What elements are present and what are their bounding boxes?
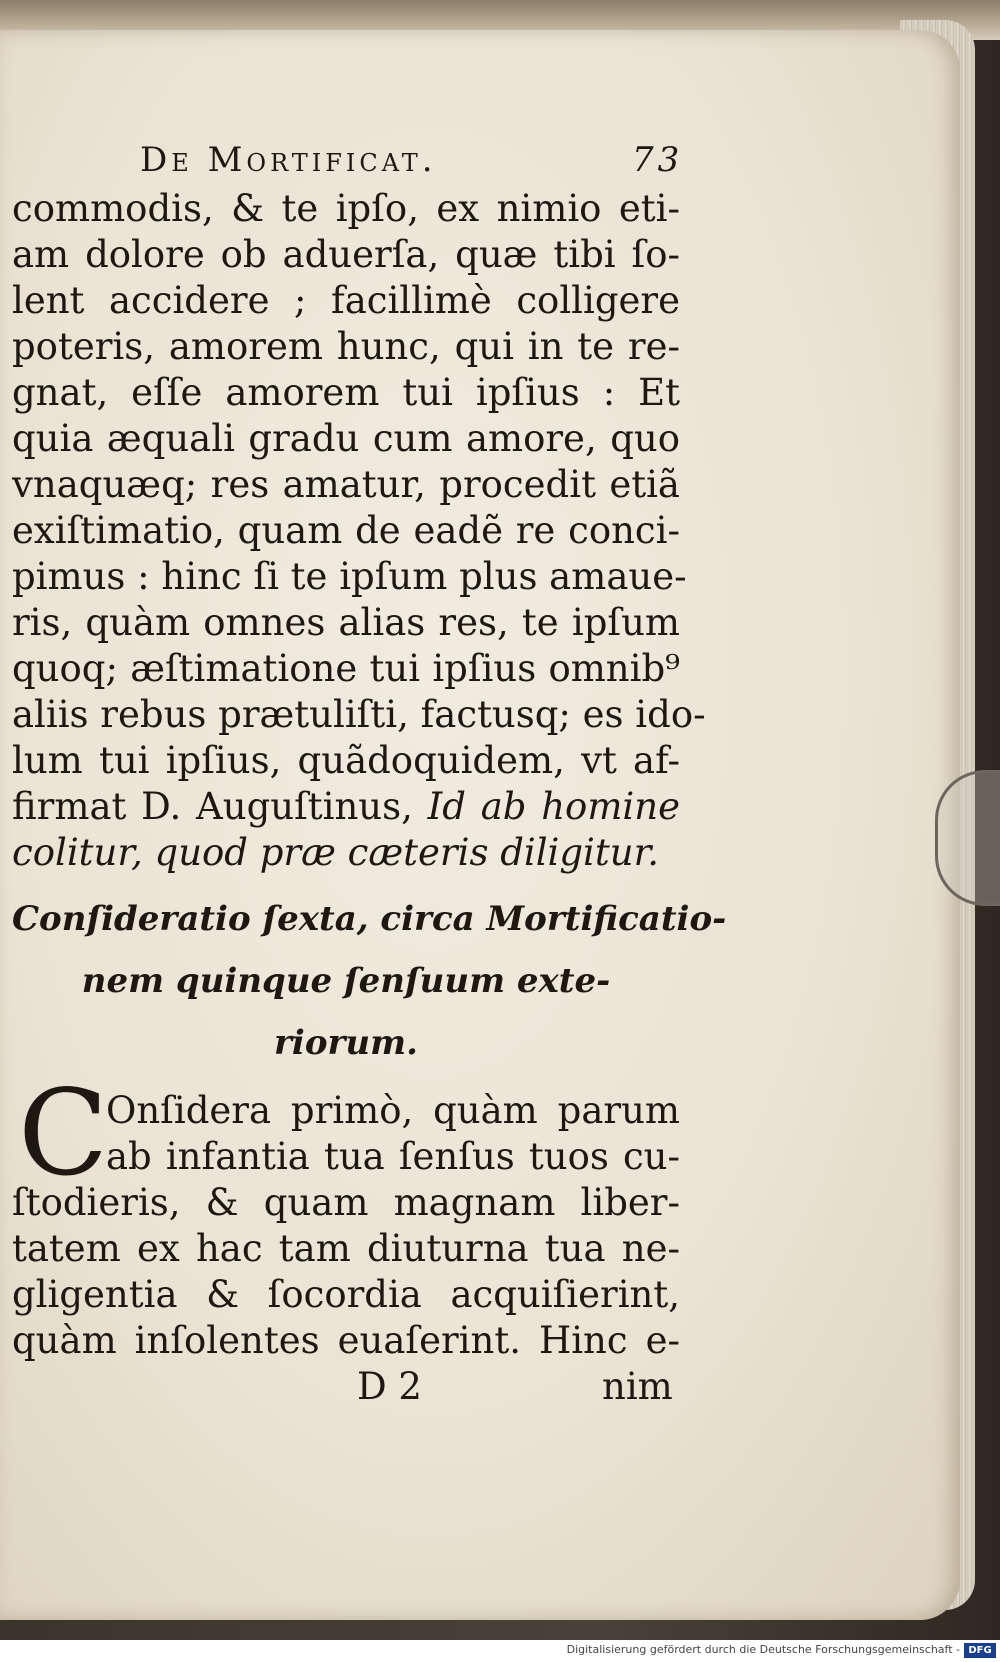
page-clip bbox=[935, 770, 1000, 906]
text-line: gnat, eſſe amorem tui ipſius : Et bbox=[12, 371, 680, 414]
text-line: commodis, & te ipſo, ex nimio eti- bbox=[12, 187, 680, 230]
text-line: quia æquali gradu cum amore, quo bbox=[12, 417, 680, 460]
text-line: poteris, amorem hunc, qui in te re- bbox=[12, 325, 680, 368]
signature-mark: D 2 bbox=[357, 1365, 422, 1408]
paragraph-2 bbox=[12, 1064, 692, 1364]
digitization-credit-bar bbox=[0, 1640, 1000, 1662]
running-head bbox=[12, 140, 692, 186]
page-number: 73 bbox=[632, 140, 684, 180]
dfg-logo: DFG bbox=[964, 1643, 996, 1658]
text-line: vnaquæq; res amatur, procedit etiã bbox=[12, 463, 680, 506]
text-line: ſtodieris, & quam magnam liber- bbox=[12, 1181, 680, 1224]
paragraph-1 bbox=[12, 186, 706, 876]
quote-end-line: colitur, quod præ cæteris diligitur. bbox=[12, 831, 659, 874]
catchword: nim bbox=[602, 1365, 673, 1408]
page-footer bbox=[12, 1364, 692, 1410]
text-line: gligentia & ſocordia acquiſierint, bbox=[12, 1273, 680, 1316]
heading-line: nem quinque ſenſuum exte- bbox=[81, 961, 611, 1001]
text-line: quàm inſolentes euaſerint. Hinc e- bbox=[12, 1319, 680, 1362]
text-line: am dolore ob aduerſa, quæ tibi ſo- bbox=[12, 233, 680, 276]
heading-line: Conſideratio ſexta, circa Mortificatio- bbox=[12, 899, 727, 939]
text-line: tatem ex hac tam diuturna tua ne- bbox=[12, 1227, 680, 1270]
quote-lead: firmat D. Auguſtinus, bbox=[12, 785, 413, 828]
running-title: De Mortificat. bbox=[140, 140, 437, 180]
quote-line bbox=[12, 784, 680, 830]
text-line: ris, quàm omnes alias res, te ipſum bbox=[12, 601, 680, 644]
text-line: exiſtimatio, quam de eadẽ re conci- bbox=[12, 509, 680, 552]
text-line: aliis rebus prætuliſti, factusq; es ido- bbox=[12, 693, 706, 736]
text-line: pimus : hinc ſi te ipſum plus amaue- bbox=[12, 555, 687, 598]
drop-capital: C bbox=[18, 1064, 109, 1202]
text-line: lent accidere ; facillimè colligere bbox=[12, 279, 680, 322]
quote-start: Id ab homine bbox=[427, 785, 680, 828]
credit-text: Digitalisierung gefördert durch die Deutsche Forschungsgemeinschaft - bbox=[566, 1643, 960, 1656]
section-heading bbox=[12, 888, 727, 1074]
text-line: quoq; æſtimatione tui ipſius omnib⁹ bbox=[12, 647, 680, 690]
text-line: ab infantia tua ſenſus tuos cu- bbox=[106, 1135, 680, 1178]
page-text bbox=[12, 140, 727, 1410]
heading-line: riorum. bbox=[274, 1023, 418, 1063]
text-line: lum tui ipſius, quãdoquidem, vt af- bbox=[12, 739, 680, 782]
text-line: Onſidera primò, quàm parum bbox=[106, 1089, 680, 1132]
